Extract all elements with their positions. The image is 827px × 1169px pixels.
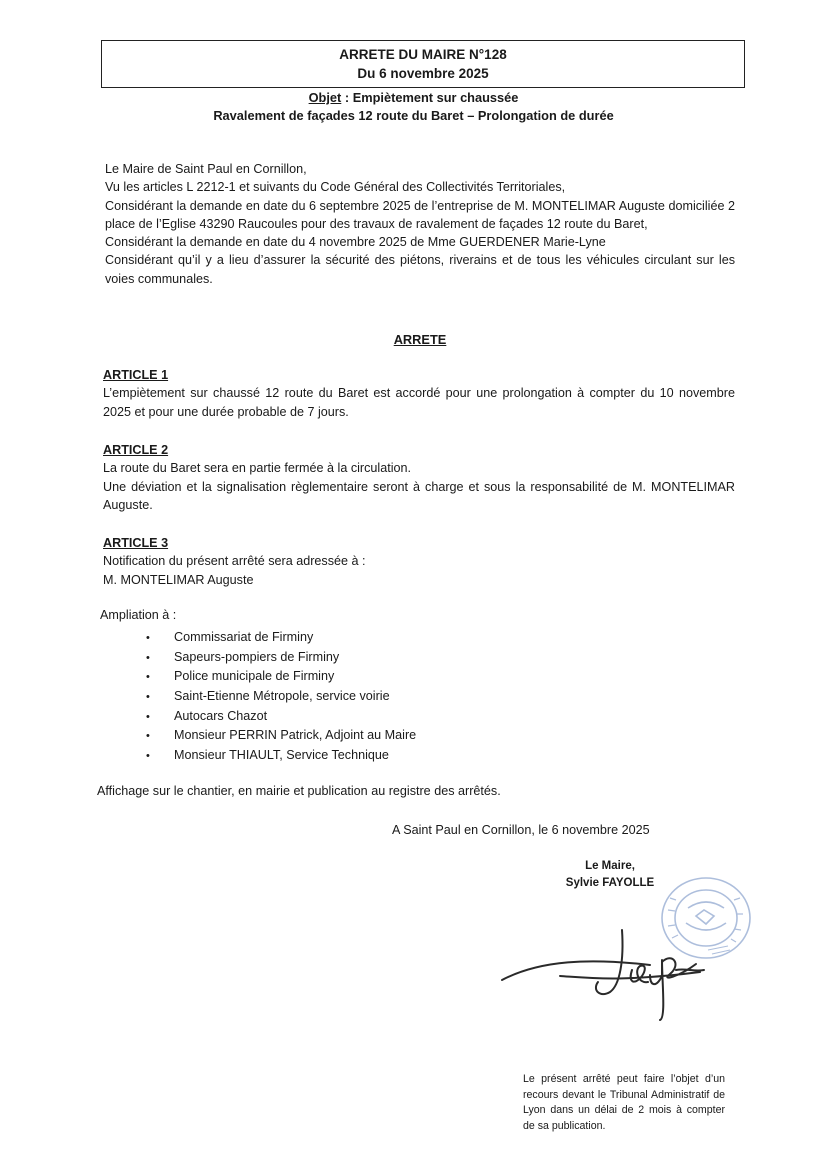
ampliation-list (146, 628, 416, 766)
subject-line (0, 89, 827, 107)
article-3 (103, 534, 735, 589)
subject-label: Objet (308, 90, 342, 105)
list-item: • Sapeurs-pompiers de Firminy (146, 648, 416, 668)
preamble (105, 160, 735, 288)
article-3-line-1: Notification du présent arrêté sera adressée à : (103, 554, 366, 569)
article-2-title: ARTICLE 2 (103, 443, 169, 457)
bullet-icon: • (146, 632, 150, 644)
subject-separator: : (341, 90, 353, 105)
preamble-legal-basis: Vu les articles L 2212-1 et suivants du Code Général des Collectivités Territoriales, (105, 180, 566, 195)
article-2-line-1: La route du Baret sera en partie fermée à la circulation. (103, 461, 412, 476)
article-1-title: ARTICLE 1 (103, 368, 169, 382)
handwritten-signature-icon (500, 920, 730, 1025)
posting-notice: Affichage sur le chantier, en mairie et publication au registre des arrêtés. (97, 784, 501, 798)
preamble-mayor: Le Maire de Saint Paul en Cornillon, (105, 162, 307, 176)
bullet-icon: • (146, 710, 150, 723)
title-box (101, 40, 745, 88)
signatory-name: Sylvie FAYOLLE (565, 877, 655, 889)
bullet-icon: • (146, 730, 150, 743)
appeal-notice: Le présent arrêté peut faire l’objet d’un recours devant le Tribunal Administratif de Lyon dans un délai de 2 mois à compter de sa publication. (523, 1073, 725, 1132)
bullet-icon: • (146, 671, 150, 684)
list-item: • Monsieur PERRIN Patrick, Adjoint au Maire (146, 726, 416, 746)
place-and-date: A Saint Paul en Cornillon, le 6 novembre 2025 (392, 823, 650, 837)
preamble-request-2: Considérant la demande en date du 4 novembre 2025 de Mme GUERDENER Marie-Lyne (105, 235, 606, 250)
bullet-icon: • (146, 691, 150, 704)
list-item: • Police municipale de Firminy (146, 667, 416, 687)
article-2 (103, 441, 735, 514)
list-item: • Commissariat de Firminy (146, 628, 416, 648)
decision-heading: ARRETE (393, 332, 447, 347)
article-2-line-2: Une déviation et la signalisation règlementaire seront à charge et sous la responsabilité de M. MONTELIMAR Auguste. (103, 479, 735, 512)
preamble-safety: Considérant qu’il y a lieu d’assurer la sécurité des piétons, riverains et de tous les véhicules circulant sur les voies communales. (105, 253, 735, 286)
subject-detail: Ravalement de façades 12 route du Baret – Prolongation de durée (213, 108, 614, 123)
article-1-text: L’empiètement sur chaussé 12 route du Baret est accordé pour une prolongation à compter du 10 novembre 2025 et pour une durée probable de 7 jours. (103, 386, 735, 419)
bullet-icon: • (146, 651, 150, 664)
preamble-request-1: Considérant la demande en date du 6 septembre 2025 de l’entreprise de M. MONTELIMAR Auguste domiciliée 2 place de l’Eglise 43290 Raucoules pour des travaux de ravalement de façades 12 route du Baret, (105, 198, 735, 231)
signatory-role: Le Maire, (585, 860, 635, 872)
article-3-line-2: M. MONTELIMAR Auguste (103, 572, 254, 587)
list-item: • Saint-Etienne Métropole, service voirie (146, 687, 416, 707)
decree-title: ARRETE DU MAIRE N°128 (339, 47, 507, 62)
ampliation-intro: Ampliation à : (100, 608, 177, 622)
decree-date: Du 6 novembre 2025 (357, 66, 489, 81)
article-3-title: ARTICLE 3 (103, 536, 169, 550)
list-item: • Monsieur THIAULT, Service Technique (146, 746, 416, 766)
subject-text: Empiètement sur chaussée (352, 90, 519, 105)
article-1 (103, 366, 735, 421)
list-item: • Autocars Chazot (146, 707, 416, 727)
bullet-icon: • (146, 750, 150, 763)
